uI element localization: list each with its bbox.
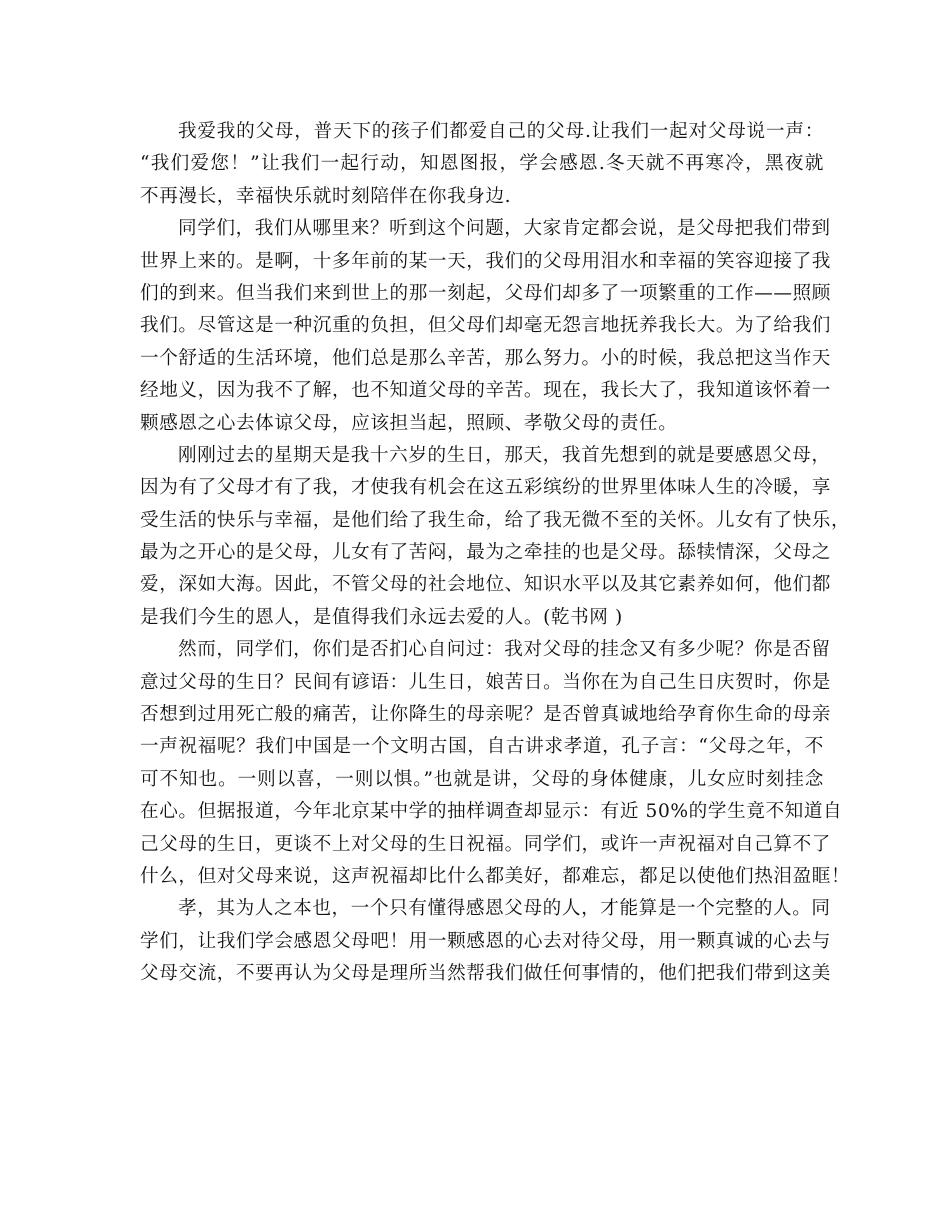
text-line: 因为有了父母才有了我，才使我有机会在这五彩缤纷的世界里体味人生的冷暖，享	[140, 477, 831, 499]
text-line: 最为之开心的是父母，儿女有了苦闷，最为之牵挂的也是父母。舔犊情深，父母之	[140, 542, 831, 564]
text-line: 己父母的生日，更谈不上对父母的生日祝福。同学们，或许一声祝福对自己算不了	[140, 833, 831, 855]
text-line: 什么，但对父母来说，这声祝福却比什么都美好，都难忘，都足以使他们热泪盈眶！	[140, 865, 851, 887]
text-line: 颗感恩之心去体谅父母，应该担当起，照顾、孝敬父母的责任。	[140, 412, 678, 434]
paragraph-2	[140, 213, 831, 440]
text-line: “我们爱您！”让我们一起行动，知恩图报，学会感恩.冬天就不再寒冷，黑夜就	[140, 153, 824, 175]
text-line: 孝，其为人之本也，一个只有懂得感恩父母的人，才能算是一个完整的人。同	[178, 898, 831, 920]
text-line: 一个舒适的生活环境，他们总是那么辛苦，那么努力。小的时候，我总把这当作天	[140, 347, 831, 369]
text-line: 我们。尽管这是一种沉重的负担，但父母们却毫无怨言地抚养我长大。为了给我们	[140, 315, 831, 337]
text-line: 否想到过用死亡般的痛苦，让你降生的母亲呢？是否曾真诚地给孕育你生命的母亲	[140, 704, 831, 726]
text-line: 然而，同学们，你们是否扪心自问过：我对父母的挂念又有多少呢？你是否留	[178, 639, 831, 661]
text-line: 受生活的快乐与幸福，是他们给了我生命，给了我无微不至的关怀。儿女有了快乐，	[140, 509, 851, 531]
text-line: 意过父母的生日？民间有谚语：儿生日，娘苦日。当你在为自己生日庆贺时，你是	[140, 671, 831, 693]
text-line: 是我们今生的恩人，是值得我们永远去爱的人。(乾书网 )	[140, 606, 623, 628]
text-line: 在心。但据报道，今年北京某中学的抽样调查却显示：有近 50%的学生竟不知道自	[140, 801, 843, 823]
text-line: 同学们，我们从哪里来？听到这个问题，大家肯定都会说，是父母把我们带到	[178, 218, 831, 240]
paragraph-1	[140, 116, 824, 213]
paragraph-4	[140, 634, 851, 893]
text-line: 经地义，因为我不了解，也不知道父母的辛苦。现在，我长大了，我知道该怀着一	[140, 380, 831, 402]
text-line: 们的到来。但当我们来到世上的那一刻起，父母们却多了一项繁重的工作——照顾	[140, 282, 831, 304]
document-body	[140, 116, 851, 991]
text-line: 爱，深如大海。因此，不管父母的社会地位、知识水平以及其它素养如何，他们都	[140, 574, 831, 596]
text-line: 世界上来的。是啊，十多年前的某一天，我们的父母用泪水和幸福的笑容迎接了我	[140, 250, 831, 272]
text-line: 一声祝福呢？我们中国是一个文明古国，自古讲求孝道，孔子言：“父母之年，不	[140, 736, 824, 758]
text-line: 刚刚过去的星期天是我十六岁的生日，那天，我首先想到的就是要感恩父母，	[178, 444, 831, 466]
paragraph-3	[140, 440, 851, 634]
text-line: 学们，让我们学会感恩父母吧！用一颗感恩的心去对待父母，用一颗真诚的心去与	[140, 930, 831, 952]
paragraph-5	[140, 893, 831, 990]
text-line: 不再漫长，幸福快乐就时刻陪伴在你我身边.	[140, 185, 512, 207]
text-line: 可不知也。一则以喜，一则以惧。”也就是讲，父母的身体健康，儿女应时刻挂念	[140, 768, 824, 790]
text-line: 父母交流，不要再认为父母是理所当然帮我们做任何事情的，他们把我们带到这美	[140, 963, 831, 985]
text-line: 我爱我的父母，普天下的孩子们都爱自己的父母.让我们一起对父母说一声：	[178, 121, 824, 142]
